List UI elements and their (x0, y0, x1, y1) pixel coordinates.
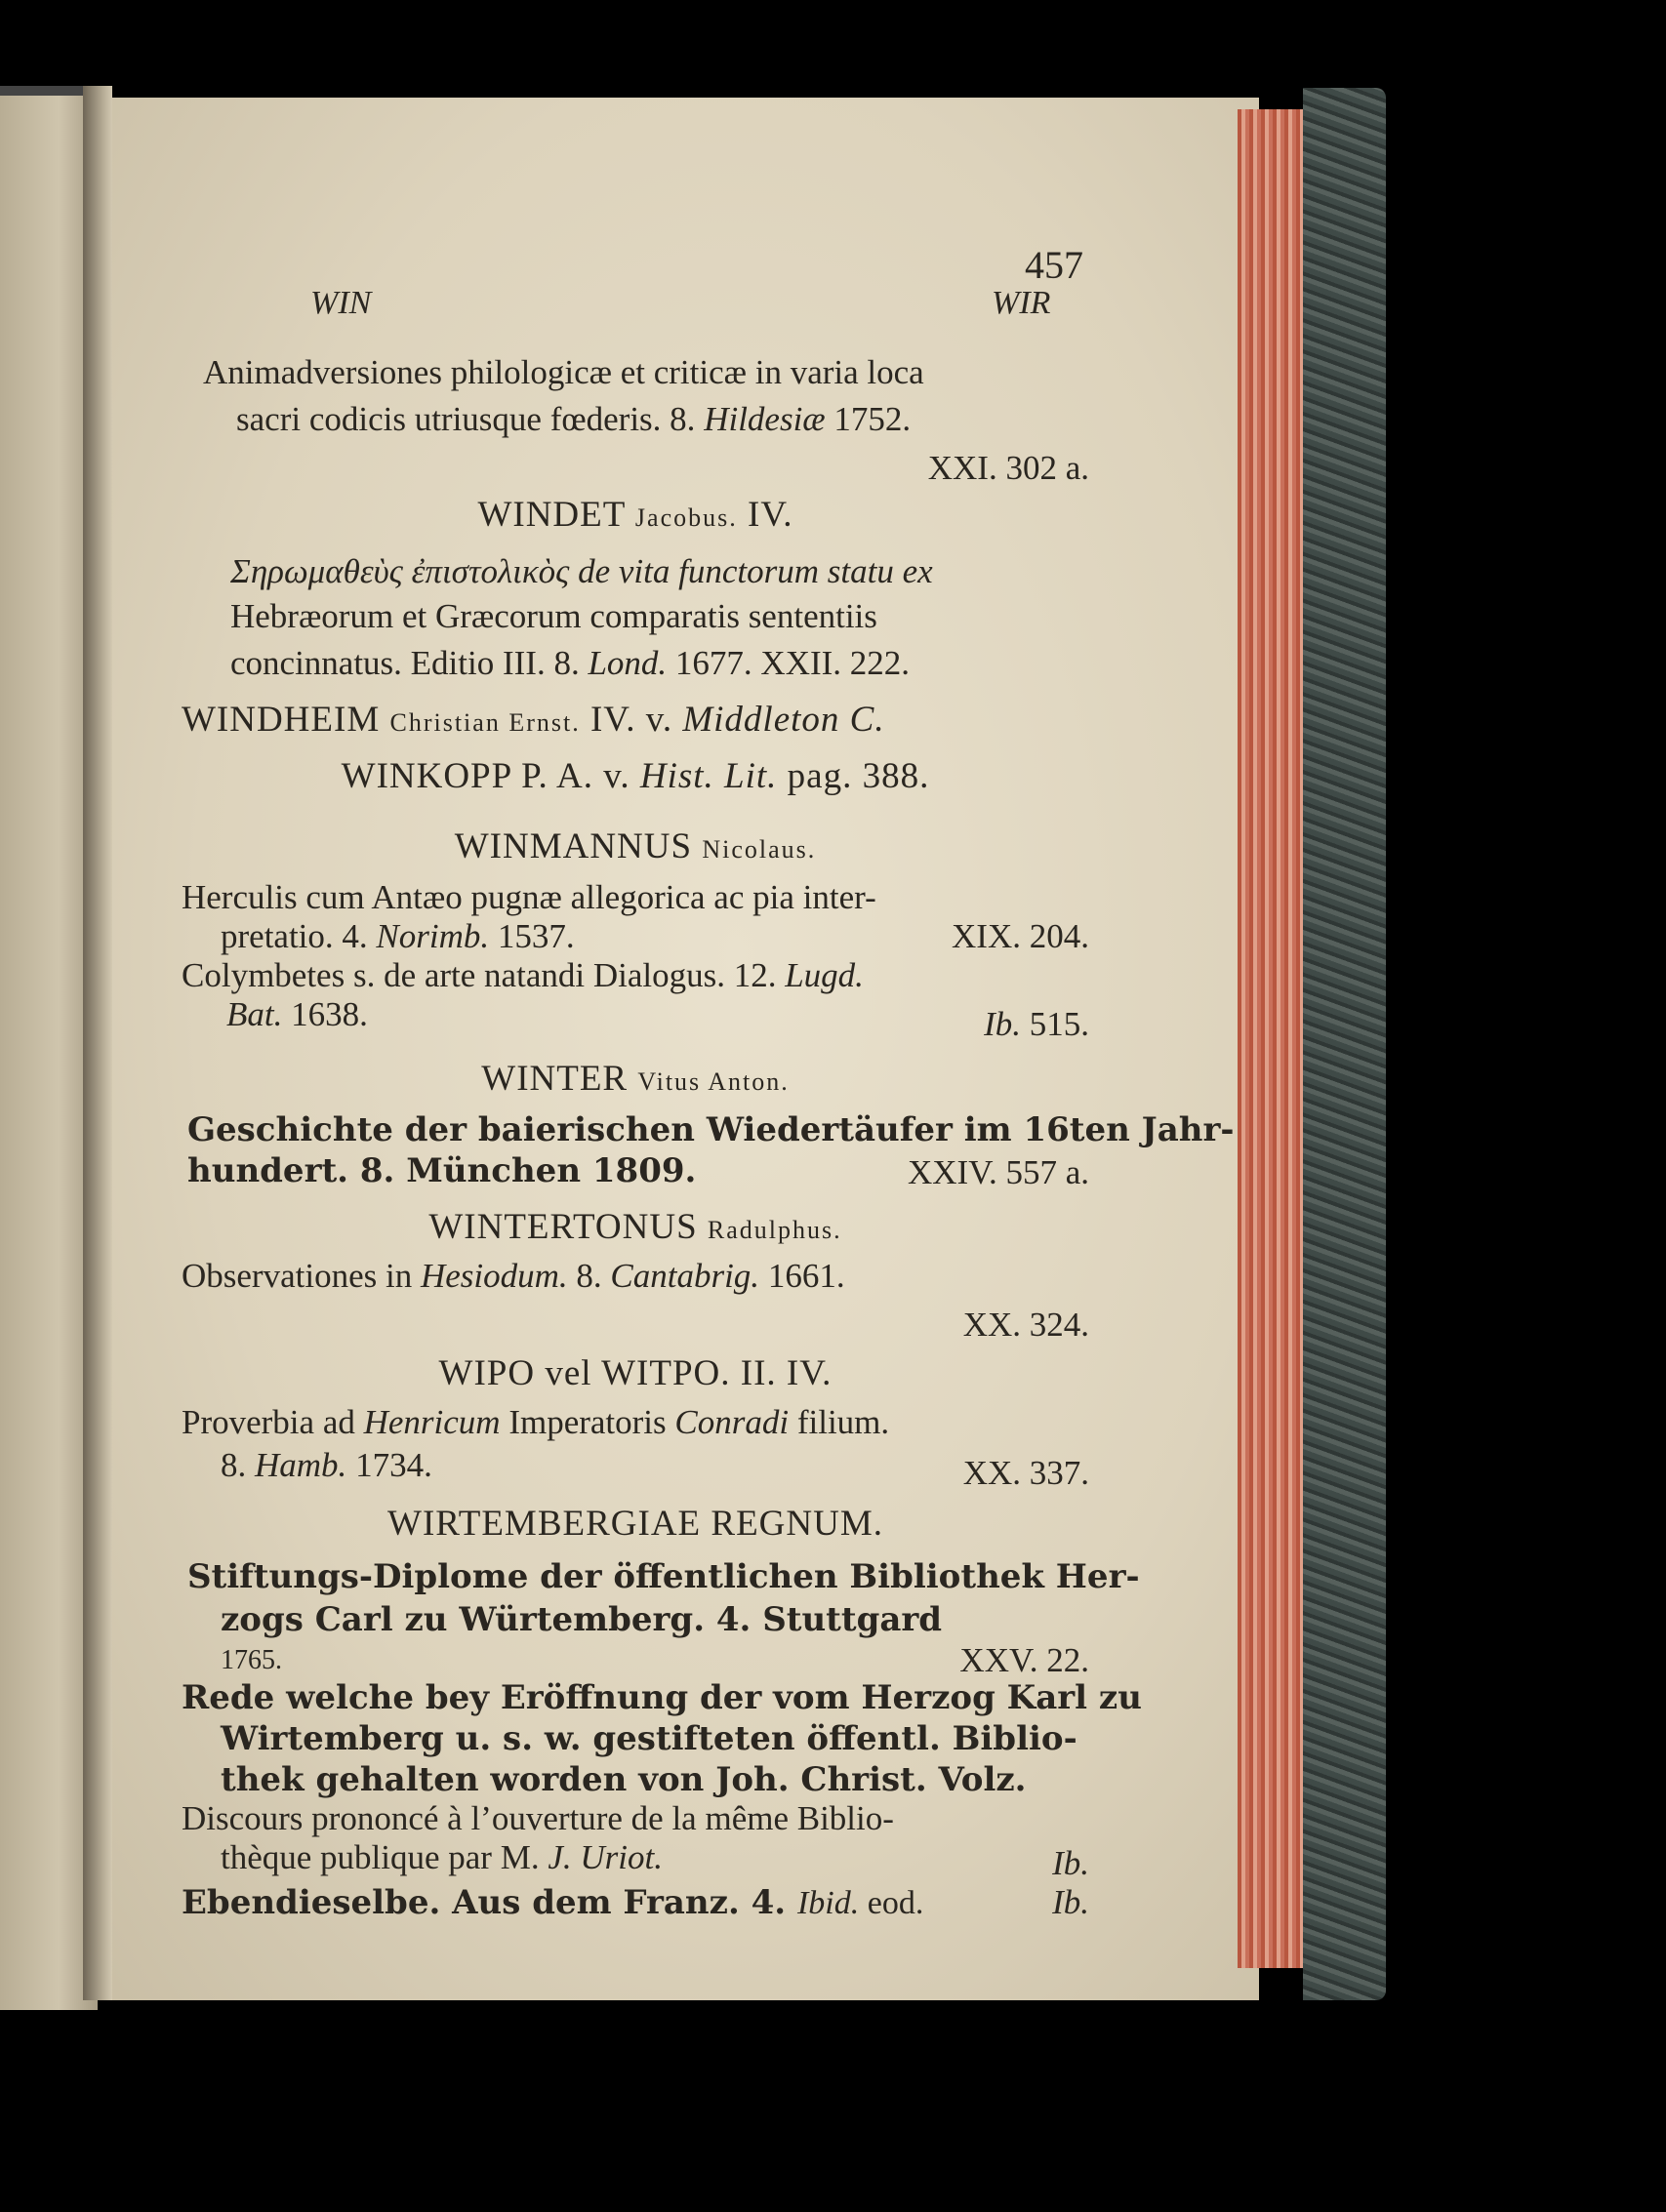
text-line: Bat. 1638. (226, 995, 368, 1033)
entry-heading: WIPO vel WITPO. II. IV. (438, 1353, 833, 1393)
text-line: XXIV. 557 a. (907, 1153, 1089, 1191)
book-gutter (83, 86, 112, 2000)
text-line: Ib. 515. (984, 1005, 1089, 1043)
text-line: XXI. 302 a. (927, 449, 1089, 487)
text-line: concinnatus. Editio III. 8. Lond. 1677. XXII. 222. (230, 644, 911, 682)
text-line: Ebendieselbe. Aus dem Franz. 4. Ibid. eod. (182, 1883, 924, 1922)
entry-heading: WINTERTONUS Radulphus. (428, 1207, 842, 1247)
text-line: Σηρωμαθεὺς ἐπιστολικὸς de vita functorum statu ex (230, 552, 933, 590)
text-line: Discours prononcé à l’ouverture de la même Biblio- (182, 1799, 894, 1837)
text-line: thèque publique par M. J. Uriot. (221, 1838, 663, 1876)
page-number: 457 (1025, 243, 1083, 287)
text-line: Colymbetes s. de arte natandi Dialogus. 12. Lugd. (182, 956, 864, 994)
text-line: XXV. 22. (959, 1641, 1089, 1679)
text-line: 1765. (221, 1645, 282, 1675)
text-line: XX. 337. (962, 1454, 1089, 1492)
text-line: Observationes in Hesiodum. 8. Cantabrig. 1661. (182, 1257, 845, 1295)
text-line: Stiftungs-Diplome der öffentlichen Bibliothek Her- (187, 1557, 1140, 1596)
text-line: 8. Hamb. 1734. (221, 1446, 432, 1484)
text-line: Ib. (1052, 1883, 1089, 1921)
text-line: XIX. 204. (952, 917, 1089, 955)
text-line: Geschichte der baierischen Wiedertäufer im 16ten Jahr- (187, 1110, 1235, 1149)
entry-heading: WINDHEIM Christian Ernst. IV. v. Middleton C. (182, 700, 885, 740)
text-line: Rede welche bey Eröffnung der vom Herzog Karl zu (182, 1678, 1142, 1717)
text-line: Ib. (1052, 1844, 1089, 1882)
text-line: zogs Carl zu Würtemberg. 4. Stuttgard (221, 1600, 943, 1639)
text-line: Hebræorum et Græcorum comparatis sententiis (230, 597, 877, 635)
text-line: Animadversiones philologicæ et criticæ in varia loca (203, 353, 924, 391)
entry-heading: WINKOPP P. A. v. Hist. Lit. pag. 388. (341, 756, 930, 796)
text-line: hundert. 8. München 1809. (187, 1151, 697, 1190)
text-line: Proverbia ad Henricum Imperatoris Conradi filium. (182, 1403, 890, 1441)
text-line: thek gehalten worden von Joh. Christ. Volz. (221, 1760, 1027, 1799)
entry-heading: WINMANNUS Nicolaus. (454, 826, 817, 866)
entry-heading: WINTER Vitus Anton. (481, 1059, 790, 1099)
text-line: Herculis cum Antæo pugnæ allegorica ac pia inter- (182, 878, 876, 916)
entry-heading: WINDET Jacobus. IV. (477, 495, 793, 535)
running-head-left: WIN (310, 285, 372, 321)
text-line: pretatio. 4. Norimb. 1537. (221, 917, 575, 955)
running-head-right: WIR (992, 285, 1051, 321)
text-line: sacri codicis utriusque fœderis. 8. Hildesiæ 1752. (236, 400, 912, 438)
text-line: XX. 324. (962, 1306, 1089, 1344)
text-line: Wirtemberg u. s. w. gestifteten öffentl. Biblio- (221, 1719, 1077, 1758)
book-cover-edge (1303, 88, 1386, 2000)
entry-heading: WIRTEMBERGIAE REGNUM. (387, 1504, 883, 1544)
